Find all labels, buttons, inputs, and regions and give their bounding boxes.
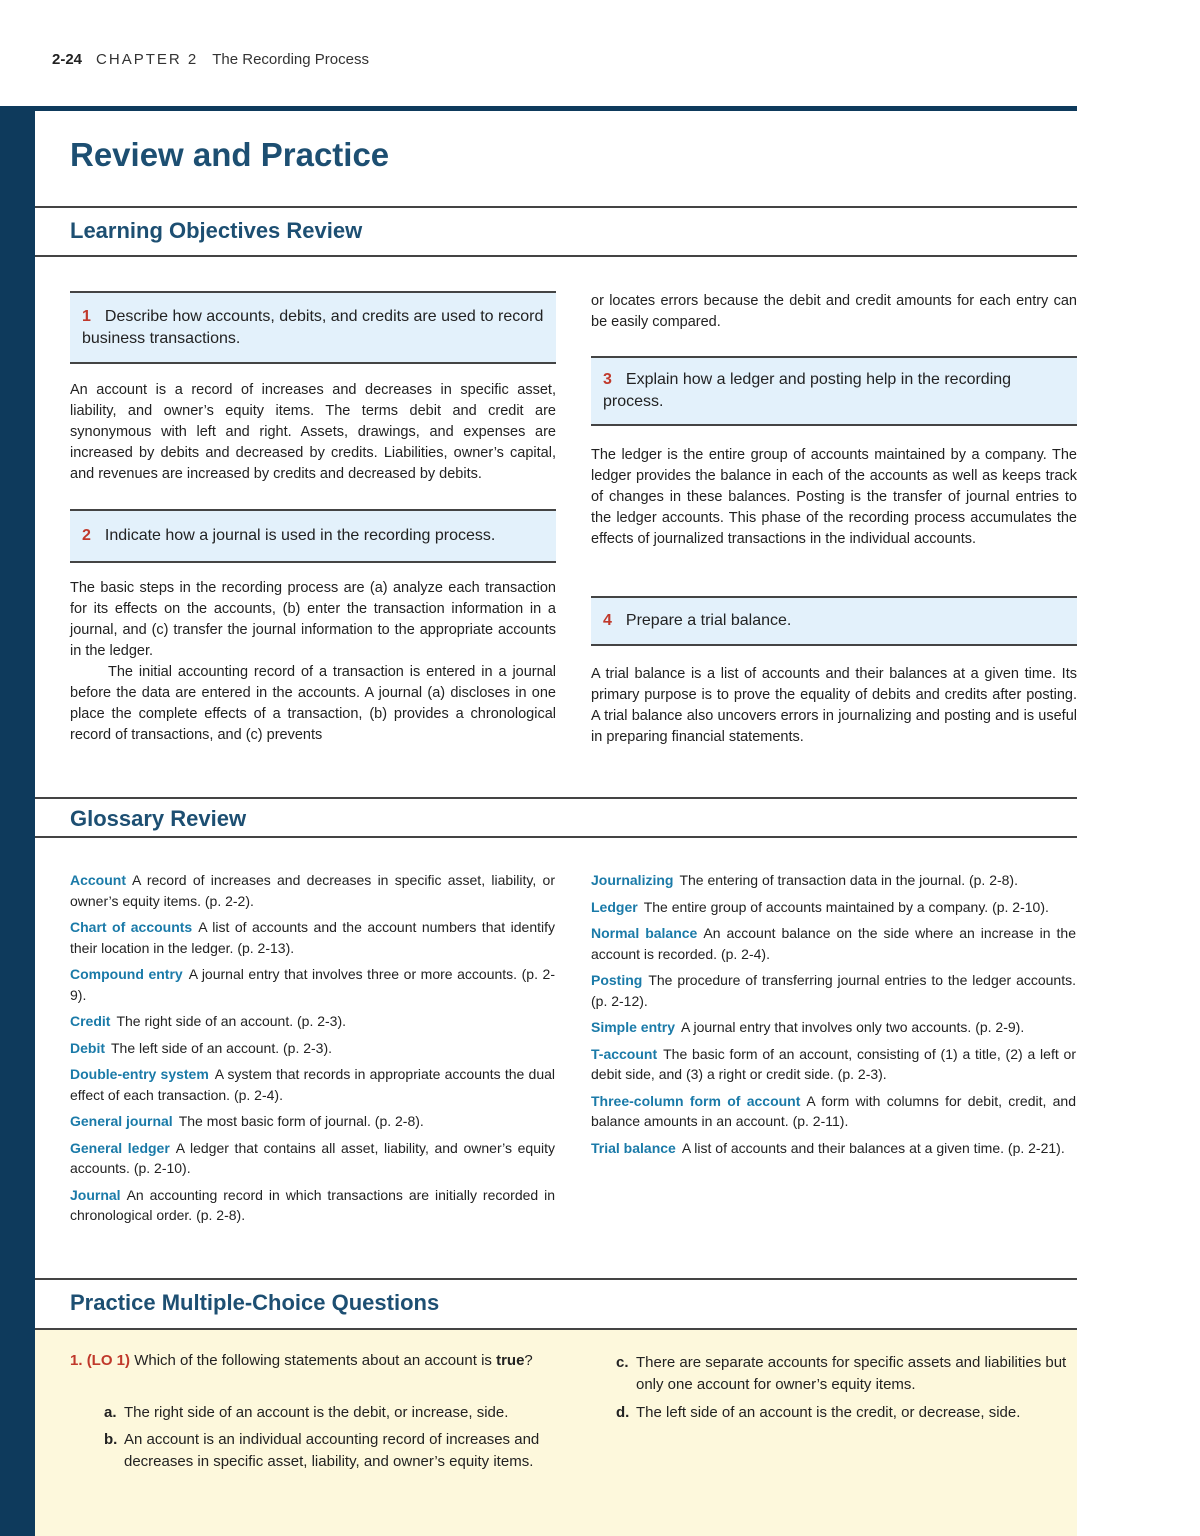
glossary-term: Compound entry (70, 966, 183, 982)
paragraph: or locates errors because the debit and credit amounts for each entry can be easily compared. (591, 293, 1077, 330)
glossary-definition: An account balance on the side where an increase in the account is recorded. (p. 2-4). (591, 925, 1077, 962)
answer-option-d[interactable] (616, 1402, 1076, 1424)
glossary-definition: The most basic form of journal. (p. 2-8). (178, 1113, 424, 1129)
lo-1-body (70, 380, 556, 485)
glossary-entry (70, 1185, 555, 1226)
glossary-definition: A list of accounts and their balances at a given time. (p. 2-21). (681, 1139, 1065, 1156)
glossary-entry (70, 1038, 555, 1059)
option-text: An account is an individual accounting record of increases and decreases in specific asset, liability, and owner’s equity items. (124, 1431, 540, 1470)
glossary-term: General journal (70, 1113, 173, 1129)
lo-number: 3 (603, 371, 612, 388)
option-letter: a. (104, 1404, 117, 1421)
question-number: 1. (70, 1352, 83, 1369)
lo-number: 2 (82, 527, 91, 544)
glossary-entry (591, 1017, 1076, 1038)
section-rule (35, 836, 1077, 838)
paragraph: A trial balance is a list of accounts and their balances at a given time. Its primary purpose is to prove the equality of debits and credits after posting. A trial balance also uncovers errors in journalizing and posting and is useful in preparing financial statements. (591, 666, 1077, 745)
glossary-term: Chart of accounts (70, 919, 193, 935)
paragraph: The basic steps in the recording process are (a) analyze each transaction for its effects on the accounts, (b) enter the transaction information in a journal, and (c) transfer the journal information to the appropriate accounts in the ledger. (70, 580, 556, 659)
section-rule (35, 1278, 1077, 1280)
lo-number: 4 (603, 612, 612, 629)
practice-heading: Practice Multiple-Choice Questions (70, 1290, 440, 1315)
glossary-term: Three-column form of account (591, 1092, 801, 1109)
option-text: The left side of an account is the credit, or decrease, side. (636, 1404, 1021, 1421)
glossary-definition: The entire group of accounts maintained by a company. (p. 2-10). (643, 898, 1049, 915)
glossary-heading: Glossary Review (70, 806, 247, 831)
lo-box-2 (70, 509, 556, 563)
answer-option-b[interactable] (104, 1429, 564, 1473)
glossary-term: Normal balance (591, 925, 698, 941)
glossary-entry (591, 1138, 1076, 1159)
glossary-entry (70, 1111, 555, 1132)
option-letter: b. (104, 1431, 118, 1448)
option-letter: c. (616, 1354, 629, 1371)
question-end: ? (524, 1352, 533, 1369)
section-rule (35, 206, 1077, 208)
glossary-definition: A system that records in appropriate accounts the dual effect of each transaction. (p. 2-4). (70, 1066, 555, 1103)
glossary-entry (70, 1138, 555, 1179)
chapter-title: The Recording Process (212, 51, 369, 68)
running-head (52, 51, 369, 68)
side-bar (0, 106, 35, 1536)
lo-title: Describe how accounts, debits, and credits are used to record business transactions. (82, 307, 544, 347)
glossary-definition: A record of increases and decreases in specific asset, liability, or owner’s equity items. (p. 2-2). (70, 872, 555, 909)
glossary-term: T-account (591, 1045, 658, 1062)
lo-title: Indicate how a journal is used in the recording process. (104, 527, 496, 544)
lo-box-1 (70, 291, 556, 364)
glossary-entry (70, 1011, 555, 1032)
lo-box-3 (591, 356, 1077, 426)
page-title: Review and Practice (70, 136, 390, 173)
glossary-entry (591, 1091, 1076, 1132)
glossary-entry (591, 1044, 1076, 1085)
glossary-definition: A journal entry that involves only two accounts. (p. 2-9). (681, 1019, 1025, 1035)
glossary-term: Trial balance (591, 1139, 676, 1156)
top-rule (0, 106, 1077, 111)
option-text: The right side of an account is the debit, or increase, side. (124, 1404, 509, 1421)
glossary-term: Journal (70, 1186, 121, 1203)
glossary-term: Posting (591, 972, 643, 988)
glossary-term: Simple entry (591, 1019, 676, 1035)
lo-title: Explain how a ledger and posting help in the recording process. (603, 371, 1012, 410)
glossary-definition: A ledger that contains all asset, liability, and owner’s equity accounts. (p. 2-10). (70, 1139, 555, 1176)
option-text: There are separate accounts for specific assets and liabilities but only one account for owner’s equity items. (636, 1354, 1067, 1393)
section-rule (35, 255, 1077, 257)
glossary-entry (591, 970, 1076, 1011)
glossary-definition: The procedure of transferring journal entries to the ledger accounts. (p. 2-12). (591, 972, 1076, 1009)
question-text: Which of the following statements about an account is (134, 1352, 492, 1369)
glossary-definition: An accounting record in which transactions are initially recorded in chronological order. (p. 2-8). (70, 1186, 555, 1223)
question-emphasis: true (496, 1352, 525, 1369)
lo-number: 1 (82, 307, 91, 325)
glossary-right-column (591, 870, 1076, 1164)
glossary-entry (591, 870, 1076, 891)
glossary-definition: The basic form of an account, consisting of (1) a title, (2) a left or debit side, and (3) a right or credit side. (p. 2-3). (591, 1045, 1076, 1082)
glossary-term: Journalizing (591, 872, 674, 888)
glossary-term: Ledger (591, 898, 638, 915)
glossary-definition: A list of accounts and the account numbers that identify their location in the ledger. (p. 2-13). (70, 919, 556, 956)
page-number: 2-24 (52, 51, 83, 68)
lo-box-4 (591, 596, 1077, 646)
glossary-term: Credit (70, 1013, 111, 1029)
glossary-entry (70, 870, 555, 911)
lo-2-body (70, 578, 556, 746)
glossary-entry (70, 964, 555, 1005)
paragraph: The ledger is the entire group of accounts maintained by a company. The ledger provides the balance in each of the accounts as well as keeps track of changes in these balances. Posting is the transfer of journal entries to the ledger accounts. This phase of the recording process accumulates the effects of journalized transactions in the individual accounts. (591, 447, 1077, 547)
glossary-term: Double-entry system (70, 1066, 209, 1082)
lo-title: Prepare a trial balance. (625, 612, 792, 629)
answer-option-c[interactable] (616, 1352, 1076, 1396)
glossary-definition: The entering of transaction data in the journal. (p. 2-8). (679, 872, 1018, 888)
answer-option-a[interactable] (104, 1402, 564, 1424)
glossary-entry (70, 917, 555, 958)
glossary-entry (591, 897, 1076, 918)
lo-3-body (591, 445, 1077, 550)
glossary-term: Account (70, 872, 126, 888)
lo-2-body-continued (591, 291, 1077, 333)
glossary-definition: A form with columns for debit, credit, and balance amounts in an account. (p. 2-11). (591, 1092, 1077, 1129)
glossary-definition: The left side of an account. (p. 2-3). (111, 1039, 333, 1056)
question-1-stem (70, 1350, 556, 1372)
section-rule (35, 797, 1077, 799)
glossary-entry (70, 1064, 555, 1105)
lo-review-heading: Learning Objectives Review (70, 218, 363, 243)
option-letter: d. (616, 1404, 630, 1421)
paragraph: An account is a record of increases and decreases in specific asset, liability, and owner’s equity items. The terms debit and credit are synonymous with left and right. Assets, drawings, and expenses are increased by debits and decreased by credits. Liabilities, owner’s capital, and revenues are increased by credits and decreased by debits. (70, 382, 556, 482)
glossary-left-column (70, 870, 555, 1232)
glossary-term: Debit (70, 1039, 105, 1056)
paragraph: The initial accounting record of a transaction is entered in a journal before the data are entered in the accounts. A journal (a) discloses in one place the complete effects of a transaction, (b) provides a chronological record of transactions, and (c) prevents (70, 664, 556, 743)
glossary-entry (591, 923, 1076, 964)
glossary-definition: A journal entry that involves three or more accounts. (p. 2-9). (70, 966, 556, 1003)
glossary-definition: The right side of an account. (p. 2-3). (116, 1013, 347, 1029)
question-lo-ref: (LO 1) (86, 1352, 131, 1369)
chapter-label: CHAPTER 2 (96, 51, 199, 68)
glossary-term: General ledger (70, 1139, 170, 1156)
lo-4-body (591, 664, 1077, 748)
